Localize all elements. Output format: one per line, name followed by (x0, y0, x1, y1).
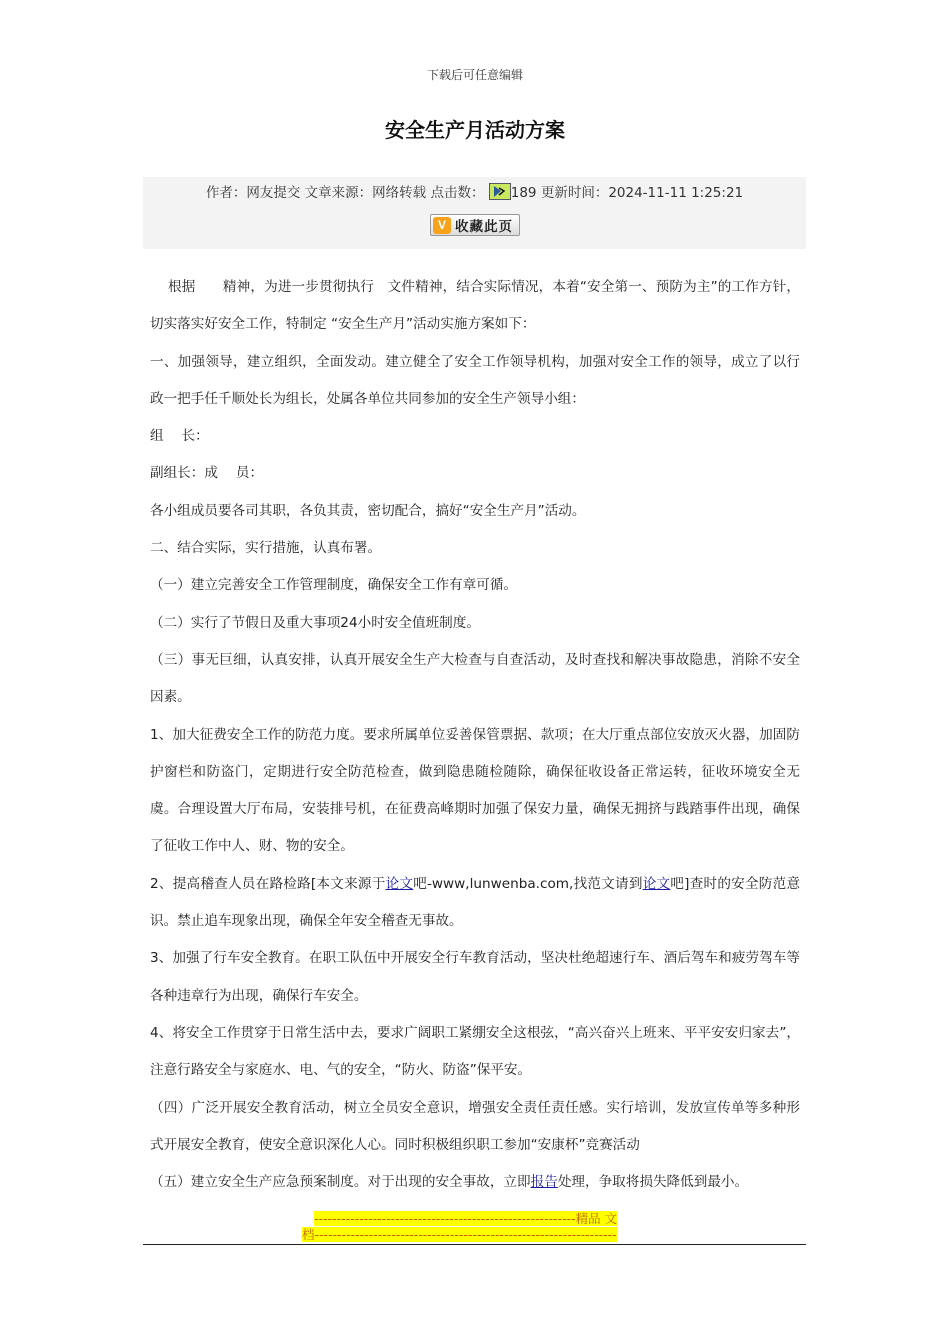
paragraph: 3、加强了行车安全教育。在职工队伍中开展安全行车教育活动，坚决杜绝超速行车、酒后驾车和疲劳驾车等各种违章行为出现，确保行车安全。 (150, 950, 800, 1004)
paragraph: （四）广泛开展安全教育活动，树立全员安全意识，增强安全责任责任感。实行培训，发放宣传单等多种形式开展安全教育，使安全意识深化人心。同时积极组织职工参加“安康杯”竞赛活动 (150, 1099, 800, 1153)
paragraph: 1、加大征费安全工作的防范力度。要求所属单位妥善保管票据、款项；在大厅重点部位安放灭火器，加固防护窗栏和防盗门，定期进行安全防范检查，做到隐患随检随除，确保征收设备正常运转，征收环境安全无虞。合理设置大厅布局，安装排号机，在征费高峰期时加强了保安力量，确保无拥挤与践踏事件出现，确保了征收工作中人、财、物的安全。 (150, 726, 800, 855)
article-meta-box (143, 177, 806, 249)
bookmark-page-button[interactable] (430, 214, 520, 236)
lunwen-link[interactable]: 论文 (642, 875, 671, 892)
meta-line (143, 181, 806, 201)
paragraph-text: 吧-www,lunwenba.com,找范文请到 (413, 875, 643, 892)
paragraph-text: 吧]查时的安全防范意识。禁止追车现象出现，确保全年安全稽查无事故。 (150, 875, 801, 930)
page-title: 安全生产月活动方案 (385, 118, 565, 142)
header-note: 下载后可任意编辑 (426, 68, 523, 82)
author-label: 作者： (205, 185, 247, 201)
paragraph: 一、加强领导，建立组织，全面发动。建立健全了安全工作领导机构，加强对安全工作的领导，成立了以行政一把手任千顺处长为组长，处属各单位共同参加的安全生产领导小组： (150, 353, 800, 407)
paragraph-text: 2、提高稽查人员在路检路[本文来源于 (150, 875, 386, 892)
source-value: 网络转载 (372, 185, 427, 201)
paragraph: 二、结合实际，实行措施，认真布署。 (150, 540, 382, 557)
paragraph: 组 长： (150, 428, 209, 445)
paragraph-text: （五）建立安全生产应急预案制度。对于出现的安全事故，立即 (150, 1174, 531, 1191)
footer-watermark (302, 1211, 648, 1243)
paragraph: （一）建立完善安全工作管理制度，确保安全工作有章可循。 (150, 577, 518, 594)
author-value: 网友提交 (246, 185, 301, 201)
bottom-divider (143, 1244, 806, 1245)
paragraph (150, 1164, 800, 1201)
report-link[interactable]: 报告 (530, 1174, 558, 1191)
hits-label: 点击数： (430, 185, 485, 201)
paragraph-text: 处理，争取将损失降低到最小。 (557, 1174, 749, 1191)
hits-value: 189 (510, 185, 537, 201)
paragraph (150, 866, 800, 941)
paragraph: （二）实行了节假日及重大事项24小时安全值班制度。 (150, 614, 480, 631)
bookmark-button-label: 收藏此页 (455, 219, 513, 235)
paragraph: 根据 精神，为进一步贯彻执行 文件精神，结合实际情况，本着“安全第一、预防为主”的工作方针，切实落实好安全工作，特制定 “安全生产月”活动实施方案如下： (150, 279, 800, 333)
updated-label: 更新时间： (540, 185, 609, 201)
paragraph: （三）事无巨细，认真安排，认真开展安全生产大检查与自查活动，及时查找和解决事故隐患，消除不安全因素。 (150, 651, 800, 706)
paragraph: 4、将安全工作贯穿于日常生活中去，要求广阔职工紧绷安全这根弦，“高兴奋兴上班来、平平安安归家去”，注意行路安全与家庭水、电、气的安全，“防火、防盗”保平安。 (150, 1024, 800, 1079)
lunwen-link[interactable]: 论文 (385, 875, 414, 892)
paragraph: 各小组成员要各司其职，各负其责，密切配合，搞好“安全生产月”活动。 (150, 502, 586, 519)
hit-counter-icon (489, 183, 511, 200)
footer-line-1: ----------------------------------------------------------精品 文 (314, 1211, 618, 1226)
footer-line-2: 档------------------------------------------------------------------- (302, 1227, 617, 1242)
updated-value: 2024-11-11 1:25:21 (608, 185, 744, 201)
paragraph: 副组长：成 员： (150, 465, 264, 482)
bookmark-v-icon: V (433, 217, 451, 234)
source-label: 文章来源： (304, 185, 373, 201)
article-body (150, 269, 800, 1201)
